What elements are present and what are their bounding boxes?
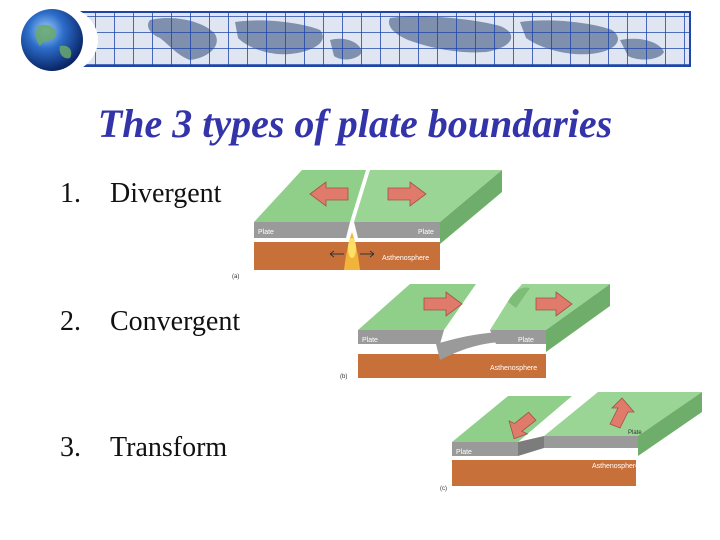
slide-title: The 3 types of plate boundaries [97,101,613,146]
divergent-boundary-diagram [232,162,504,282]
list-label: Transform [110,432,228,463]
list-number: 1. [60,178,81,209]
plate-label: Plate [418,229,434,236]
list-item-convergent [60,306,240,338]
convergent-boundary-diagram [340,278,612,388]
diagram-caption: (a) [232,274,240,280]
list-label: Convergent [110,306,241,337]
plate-label: Plate [258,229,274,236]
asthenosphere-label: Asthenosphere [382,255,430,262]
plate-label: Plate [362,337,378,344]
list-item-transform [60,432,227,464]
globe-icon [21,9,83,71]
plate-label: Plate [628,430,642,436]
list-label: Divergent [110,178,222,209]
list-number: 3. [60,432,81,463]
asthenosphere-label: Asthenosphere [592,463,640,470]
transform-boundary-diagram [432,388,704,498]
world-map-banner [0,0,720,80]
diagram-caption: (c) [440,486,447,492]
asthenosphere-label: Asthenosphere [490,365,538,372]
list-number: 2. [60,306,81,337]
list-item-divergent [60,178,221,210]
plate-label: Plate [456,449,472,456]
header-banner [0,0,720,80]
diagram-caption: (b) [340,374,348,380]
plate-label: Plate [518,337,534,344]
